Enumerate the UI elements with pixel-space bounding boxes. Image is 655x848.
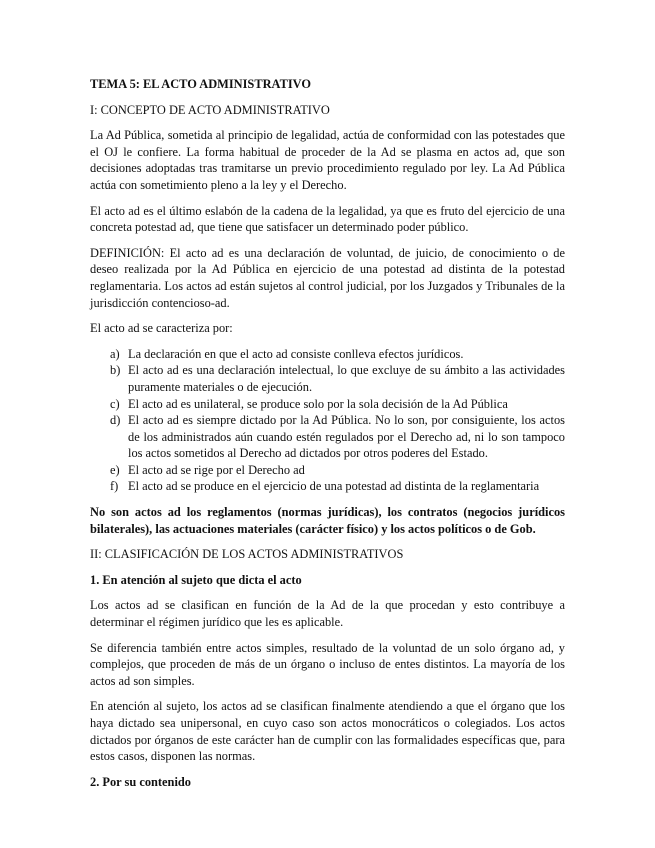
- list-marker: d): [110, 413, 121, 428]
- list-item-text: El acto ad es una declaración intelectual, lo que excluye de su ámbito a las actividades puramente materiales o de ejecución.: [128, 363, 565, 394]
- list-item: [90, 396, 565, 413]
- paragraph: Los actos ad se clasifican en función de la Ad de la que procedan y esto contribuye a determinar el régimen jurídico que les es aplicable.: [90, 598, 565, 630]
- bold-note: No son actos ad los reglamentos (normas jurídicas), los contratos (negocios jurídicos bilaterales), las actuaciones materiales (carácter físico) y los actos políticos o de Gob.: [90, 505, 565, 536]
- section-heading-concepto: I: CONCEPTO DE ACTO ADMINISTRATIVO: [90, 102, 330, 117]
- list-marker: e): [110, 462, 120, 477]
- document-title: TEMA 5: EL ACTO ADMINISTRATIVO: [90, 77, 311, 91]
- definition-paragraph: DEFINICIÓN: El acto ad es una declaración de voluntad, de juicio, de conocimiento o de deseo realizada por la Ad Pública en ejercicio de una potestad ad distinta de la potestad reglamentaria. Los actos ad están sujetos al control judicial, por los Juzgados y Tribunales de la jurisdicción contencioso-ad.: [90, 245, 565, 310]
- list-marker: c): [110, 396, 120, 411]
- characteristics-list: [90, 346, 565, 495]
- subsection-heading-contenido: 2. Por su contenido: [90, 774, 191, 789]
- list-item-text: La declaración en que el acto ad consiste conlleva efectos jurídicos.: [128, 346, 464, 361]
- paragraph: Se diferencia también entre actos simples, resultado de la voluntad de un solo órgano ad, y complejos, que proceden de más de un órgano o incluso de entes distintos. La mayoría de los actos ad son simples.: [90, 640, 565, 688]
- list-marker: b): [110, 363, 121, 378]
- list-item-text: El acto ad se produce en el ejercicio de una potestad ad distinta de la reglamentaria: [128, 479, 540, 494]
- paragraph: En atención al sujeto, los actos ad se clasifican finalmente atendiendo a que el órgano que los haya dictado sea unipersonal, en cuyo caso son actos monocráticos o colegiados. Los actos dictados por órganos de este carácter han de cumplir con las formalidades específicas que, para estos casos, disponen las normas.: [90, 699, 565, 764]
- list-item: [90, 346, 565, 363]
- paragraph: El acto ad se caracteriza por:: [90, 321, 233, 336]
- list-item: [90, 412, 565, 462]
- document-body: [90, 76, 565, 799]
- paragraph: La Ad Pública, sometida al principio de legalidad, actúa de conformidad con las potestades que el OJ le confiere. La forma habitual de proceder de la Ad se plasma en actos ad, que son decisiones adoptadas tras tramitarse un previo procedimiento regulado por ley. La Ad Pública actúa con sometimiento pleno a la ley y el Derecho.: [90, 128, 565, 192]
- list-item: [90, 462, 565, 479]
- list-item-text: El acto ad se rige por el Derecho ad: [128, 462, 305, 477]
- paragraph: El acto ad es el último eslabón de la cadena de la legalidad, ya que es fruto del ejercicio de una concreta potestad ad, que tiene que satisfacer un determinado poder público.: [90, 203, 565, 235]
- subsection-heading-sujeto: 1. En atención al sujeto que dicta el acto: [90, 572, 302, 587]
- list-marker: a): [110, 346, 120, 361]
- list-item: [90, 478, 565, 495]
- list-marker: f): [110, 479, 119, 494]
- list-item-text: El acto ad es siempre dictado por la Ad Pública. No lo son, por consiguiente, los actos de los administrados aún cuando estén regulados por el Derecho ad, ni lo son tampoco los actos sometidos al Derecho ad dictados por otros poderes del Estado.: [128, 413, 565, 461]
- list-item-text: El acto ad es unilateral, se produce solo por la sola decisión de la Ad Pública: [128, 396, 508, 411]
- list-item: [90, 362, 565, 395]
- section-heading-clasificacion: II: CLASIFICACIÓN DE LOS ACTOS ADMINISTRATIVOS: [90, 547, 404, 562]
